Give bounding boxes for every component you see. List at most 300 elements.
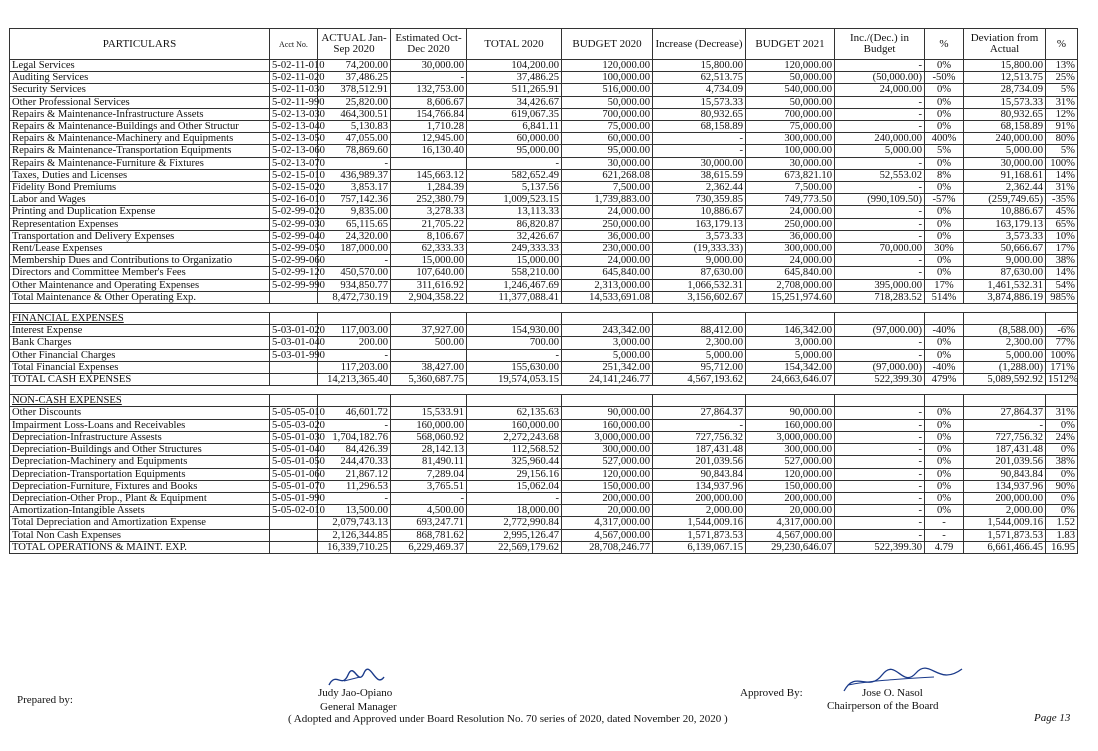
value-cell: - [467, 157, 562, 169]
value-cell: - [835, 480, 925, 492]
value-cell: 150,000.00 [562, 480, 653, 492]
particulars-cell: TOTAL CASH EXPENSES [10, 374, 270, 386]
value-cell: 3,000.00 [562, 337, 653, 349]
value-cell: 15,062.04 [467, 480, 562, 492]
particulars-cell: Amortization-Intangible Assets [10, 505, 270, 517]
value-cell: 9,000.00 [653, 255, 746, 267]
value-cell: 0% [925, 337, 964, 349]
value-cell: 3,000,000.00 [562, 431, 653, 443]
value-cell: 155,630.00 [467, 361, 562, 373]
approver-name: Jose O. Nasol [862, 687, 923, 699]
value-cell: 20,000.00 [746, 505, 835, 517]
value-cell: - [835, 182, 925, 194]
value-cell: 5% [1046, 145, 1078, 157]
resolution-note: ( Adopted and Approved under Board Resolution No. 70 series of 2020, dated November 20, 2020 ) [288, 713, 728, 725]
table-row [10, 325, 1078, 337]
acct-cell: 5-05-01-040 [270, 444, 318, 456]
value-cell: 985% [1046, 291, 1078, 303]
value-cell: 29,230,646.07 [746, 541, 835, 553]
value-cell: (97,000.00) [835, 325, 925, 337]
value-cell: 3,278.33 [391, 206, 467, 218]
value-cell: 5,000.00 [653, 349, 746, 361]
value-cell: 13,500.00 [318, 505, 391, 517]
value-cell: 1,009,523.15 [467, 194, 562, 206]
value-cell: 200.00 [318, 337, 391, 349]
total-row [10, 291, 1078, 303]
value-cell: - [835, 492, 925, 504]
value-cell: 645,840.00 [562, 267, 653, 279]
value-cell: 0% [925, 419, 964, 431]
value-cell: 95,712.00 [653, 361, 746, 373]
value-cell: 62,135.63 [467, 407, 562, 419]
value-cell: 100% [1046, 349, 1078, 361]
value-cell: 68,158.89 [964, 121, 1046, 133]
value-cell: 11,296.53 [318, 480, 391, 492]
value-cell: 17% [925, 279, 964, 291]
value-cell: 0% [925, 108, 964, 120]
value-cell: 11,377,088.41 [467, 291, 562, 303]
value-cell: 36,000.00 [562, 230, 653, 242]
value-cell: 1,544,009.16 [653, 517, 746, 529]
value-cell: 252,380.79 [391, 194, 467, 206]
value-cell: 0% [925, 444, 964, 456]
acct-cell: 5-02-99-060 [270, 255, 318, 267]
acct-cell: 5-02-99-990 [270, 279, 318, 291]
table-body [10, 60, 1078, 554]
value-cell: -40% [925, 325, 964, 337]
value-cell: 8,106.67 [391, 230, 467, 242]
table-row [10, 145, 1078, 157]
value-cell: - [835, 419, 925, 431]
value-cell: 6,841.11 [467, 121, 562, 133]
value-cell [391, 349, 467, 361]
value-cell: 240,000.00 [835, 133, 925, 145]
value-cell: 117,203.00 [318, 361, 391, 373]
spacer-cell [10, 304, 1078, 313]
value-cell: 78,869.60 [318, 145, 391, 157]
spacer-cell [10, 386, 1078, 395]
preparer-name: Judy Jao-Opiano [318, 687, 393, 699]
particulars-cell: Membership Dues and Contributions to Organizatio [10, 255, 270, 267]
value-cell: 3,573.33 [653, 230, 746, 242]
value-cell: 77% [1046, 337, 1078, 349]
header-budget-2021: BUDGET 2021 [746, 29, 835, 60]
value-cell: 700,000.00 [746, 108, 835, 120]
table-row [10, 84, 1078, 96]
header-acct: Acct No. [270, 29, 318, 60]
value-cell: - [318, 157, 391, 169]
value-cell: 249,333.33 [467, 243, 562, 255]
prepared-by-label: Prepared by: [17, 694, 73, 706]
approver-title: Chairperson of the Board [827, 700, 939, 712]
value-cell: 47,055.00 [318, 133, 391, 145]
table-row [10, 133, 1078, 145]
value-cell: 0% [925, 60, 964, 72]
particulars-cell: Depreciation-Furniture, Fixtures and Books [10, 480, 270, 492]
value-cell: 2,708,000.00 [746, 279, 835, 291]
value-cell: 0% [1046, 419, 1078, 431]
spacer-row [10, 304, 1078, 313]
acct-cell: 5-02-11-010 [270, 60, 318, 72]
value-cell: 107,640.00 [391, 267, 467, 279]
value-cell: 2,904,358.22 [391, 291, 467, 303]
acct-cell: 5-02-99-120 [270, 267, 318, 279]
value-cell: -57% [925, 194, 964, 206]
value-cell: 540,000.00 [746, 84, 835, 96]
value-cell: 1,571,873.53 [653, 529, 746, 541]
value-cell: 527,000.00 [746, 456, 835, 468]
value-cell [746, 313, 835, 325]
value-cell: 2,079,743.13 [318, 517, 391, 529]
table-row [10, 444, 1078, 456]
value-cell: 90,000.00 [562, 407, 653, 419]
particulars-cell: Depreciation-Buildings and Other Structures [10, 444, 270, 456]
value-cell: 516,000.00 [562, 84, 653, 96]
value-cell: 3,853.17 [318, 182, 391, 194]
value-cell: 24,663,646.07 [746, 374, 835, 386]
value-cell: 9,000.00 [964, 255, 1046, 267]
value-cell: 5,000.00 [562, 349, 653, 361]
value-cell [318, 313, 391, 325]
value-cell: 200,000.00 [964, 492, 1046, 504]
particulars-cell: NON-CASH EXPENSES [10, 395, 270, 407]
value-cell: 1,246,467.69 [467, 279, 562, 291]
value-cell: 0% [925, 84, 964, 96]
value-cell: 15,800.00 [964, 60, 1046, 72]
value-cell [391, 157, 467, 169]
value-cell: 464,300.51 [318, 108, 391, 120]
value-cell: 311,616.92 [391, 279, 467, 291]
value-cell: - [318, 255, 391, 267]
value-cell: 2,126,344.85 [318, 529, 391, 541]
value-cell: 16.95 [1046, 541, 1078, 553]
value-cell: 37,927.00 [391, 325, 467, 337]
value-cell: 0% [925, 349, 964, 361]
value-cell: 568,060.92 [391, 431, 467, 443]
value-cell: - [318, 349, 391, 361]
value-cell: 150,000.00 [746, 480, 835, 492]
acct-cell: 5-05-03-020 [270, 419, 318, 431]
value-cell: 2,995,126.47 [467, 529, 562, 541]
value-cell: 90% [1046, 480, 1078, 492]
value-cell: 50,000.00 [746, 72, 835, 84]
value-cell: 30,000.00 [964, 157, 1046, 169]
value-cell: (50,000.00) [835, 72, 925, 84]
acct-cell [270, 291, 318, 303]
value-cell: 120,000.00 [746, 60, 835, 72]
value-cell: 727,756.32 [964, 431, 1046, 443]
value-cell [1046, 313, 1078, 325]
value-cell: - [835, 96, 925, 108]
value-cell: 13,113.33 [467, 206, 562, 218]
value-cell: - [467, 349, 562, 361]
value-cell: 25% [1046, 72, 1078, 84]
acct-cell [270, 395, 318, 407]
acct-cell: 5-05-01-050 [270, 456, 318, 468]
acct-cell: 5-05-02-010 [270, 505, 318, 517]
particulars-cell: Auditing Services [10, 72, 270, 84]
value-cell: 80,932.65 [964, 108, 1046, 120]
value-cell: 3,573.33 [964, 230, 1046, 242]
table-row [10, 407, 1078, 419]
value-cell: 4,567,000.00 [562, 529, 653, 541]
value-cell: 38% [1046, 255, 1078, 267]
value-cell: 727,756.32 [653, 431, 746, 443]
value-cell: 645,840.00 [746, 267, 835, 279]
particulars-cell: Depreciation-Machinery and Equipments [10, 456, 270, 468]
value-cell: 70,000.00 [835, 243, 925, 255]
value-cell: 730,359.85 [653, 194, 746, 206]
value-cell: - [964, 419, 1046, 431]
value-cell: 7,500.00 [746, 182, 835, 194]
value-cell: 62,513.75 [653, 72, 746, 84]
value-cell: - [835, 517, 925, 529]
value-cell: 18,000.00 [467, 505, 562, 517]
value-cell: 243,342.00 [562, 325, 653, 337]
table-row [10, 255, 1078, 267]
value-cell: 31% [1046, 407, 1078, 419]
particulars-cell: Directors and Committee Member's Fees [10, 267, 270, 279]
particulars-cell: Fidelity Bond Premiums [10, 182, 270, 194]
acct-cell: 5-05-01-990 [270, 492, 318, 504]
acct-cell: 5-02-16-010 [270, 194, 318, 206]
value-cell: 171% [1046, 361, 1078, 373]
value-cell [925, 395, 964, 407]
value-cell: 200,000.00 [562, 492, 653, 504]
value-cell: 1,066,532.31 [653, 279, 746, 291]
table-row [10, 121, 1078, 133]
value-cell [746, 395, 835, 407]
value-cell: 30,000.00 [653, 157, 746, 169]
value-cell: 24,000.00 [746, 206, 835, 218]
value-cell: 673,821.10 [746, 169, 835, 181]
value-cell: 30,000.00 [391, 60, 467, 72]
value-cell: 522,399.30 [835, 541, 925, 553]
value-cell: - [835, 121, 925, 133]
value-cell: 0% [925, 255, 964, 267]
value-cell: 154,930.00 [467, 325, 562, 337]
value-cell: 582,652.49 [467, 169, 562, 181]
value-cell: 87,630.00 [653, 267, 746, 279]
acct-cell: 5-02-13-070 [270, 157, 318, 169]
value-cell: 0% [925, 267, 964, 279]
value-cell: 60,000.00 [467, 133, 562, 145]
value-cell: 4.79 [925, 541, 964, 553]
value-cell: 160,000.00 [746, 419, 835, 431]
value-cell: - [653, 133, 746, 145]
value-cell: - [835, 267, 925, 279]
particulars-cell: Printing and Duplication Expense [10, 206, 270, 218]
header-pct-1: % [925, 29, 964, 60]
acct-cell: 5-03-01-990 [270, 349, 318, 361]
value-cell: 160,000.00 [467, 419, 562, 431]
value-cell: 91,168.61 [964, 169, 1046, 181]
value-cell [925, 313, 964, 325]
header-particulars: PARTICULARS [10, 29, 270, 60]
header-budget-2020: BUDGET 2020 [562, 29, 653, 60]
value-cell: 757,142.36 [318, 194, 391, 206]
value-cell: 24,000.00 [562, 206, 653, 218]
value-cell: 24,141,246.77 [562, 374, 653, 386]
value-cell: 5,360,687.75 [391, 374, 467, 386]
value-cell: 74,200.00 [318, 60, 391, 72]
value-cell: 120,000.00 [562, 60, 653, 72]
value-cell: 21,867.12 [318, 468, 391, 480]
table-row [10, 431, 1078, 443]
value-cell: 0% [925, 121, 964, 133]
value-cell: 7,289.04 [391, 468, 467, 480]
value-cell: 1,710.28 [391, 121, 467, 133]
value-cell: -6% [1046, 325, 1078, 337]
value-cell: 619,067.35 [467, 108, 562, 120]
particulars-cell: Repairs & Maintenance-Transportation Equipments [10, 145, 270, 157]
value-cell: 90,000.00 [746, 407, 835, 419]
particulars-cell: TOTAL OPERATIONS & MAINT. EXP. [10, 541, 270, 553]
value-cell: 12% [1046, 108, 1078, 120]
value-cell: -35% [1046, 194, 1078, 206]
value-cell: 17% [1046, 243, 1078, 255]
particulars-cell: Total Financial Expenses [10, 361, 270, 373]
value-cell: 31% [1046, 182, 1078, 194]
table-row [10, 96, 1078, 108]
value-cell: 65,115.65 [318, 218, 391, 230]
value-cell [653, 313, 746, 325]
acct-cell [270, 374, 318, 386]
value-cell [391, 395, 467, 407]
value-cell: 251,342.00 [562, 361, 653, 373]
particulars-cell: Security Services [10, 84, 270, 96]
value-cell: 86,820.87 [467, 218, 562, 230]
particulars-cell: Total Maintenance & Other Operating Exp. [10, 291, 270, 303]
value-cell: -50% [925, 72, 964, 84]
value-cell: 15,251,974.60 [746, 291, 835, 303]
value-cell: 5,000.00 [835, 145, 925, 157]
value-cell: 154,766.84 [391, 108, 467, 120]
particulars-cell: Repairs & Maintenance-Machinery and Equipments [10, 133, 270, 145]
value-cell: 0% [925, 480, 964, 492]
value-cell: 80,932.65 [653, 108, 746, 120]
acct-cell: 5-02-15-010 [270, 169, 318, 181]
acct-cell: 5-02-99-050 [270, 243, 318, 255]
total-row [10, 541, 1078, 553]
value-cell: 0% [925, 505, 964, 517]
table-row [10, 108, 1078, 120]
value-cell: 5,137.56 [467, 182, 562, 194]
value-cell: 200,000.00 [653, 492, 746, 504]
value-cell: 187,000.00 [318, 243, 391, 255]
value-cell: - [653, 145, 746, 157]
value-cell: 15,000.00 [391, 255, 467, 267]
particulars-cell: Repairs & Maintenance-Buildings and Other Structur [10, 121, 270, 133]
value-cell: - [835, 337, 925, 349]
value-cell: 15,573.33 [653, 96, 746, 108]
value-cell: - [835, 206, 925, 218]
value-cell: 4,734.09 [653, 84, 746, 96]
value-cell: 5,130.83 [318, 121, 391, 133]
value-cell: 378,512.91 [318, 84, 391, 96]
value-cell: 21,705.22 [391, 218, 467, 230]
acct-cell [270, 529, 318, 541]
value-cell [653, 395, 746, 407]
table-row [10, 279, 1078, 291]
value-cell: 0% [925, 218, 964, 230]
acct-cell: 5-02-13-050 [270, 133, 318, 145]
value-cell: 1,461,532.31 [964, 279, 1046, 291]
header-pct-2: % [1046, 29, 1078, 60]
value-cell: 5,000.00 [746, 349, 835, 361]
particulars-cell: Legal Services [10, 60, 270, 72]
value-cell: 145,663.12 [391, 169, 467, 181]
value-cell: 24,000.00 [562, 255, 653, 267]
budget-sheet [9, 28, 1077, 554]
value-cell: 0% [1046, 492, 1078, 504]
table-row [10, 349, 1078, 361]
value-cell: - [835, 255, 925, 267]
acct-cell: 5-05-01-070 [270, 480, 318, 492]
value-cell: 3,874,886.19 [964, 291, 1046, 303]
value-cell: 187,431.48 [964, 444, 1046, 456]
particulars-cell: Repairs & Maintenance-Infrastructure Assets [10, 108, 270, 120]
value-cell: 29,156.16 [467, 468, 562, 480]
acct-cell: 5-05-05-010 [270, 407, 318, 419]
value-cell: 24% [1046, 431, 1078, 443]
header-deviation: Deviation from Actual [964, 29, 1046, 60]
value-cell: 90,843.84 [964, 468, 1046, 480]
table-row [10, 468, 1078, 480]
value-cell: 5,089,592.92 [964, 374, 1046, 386]
value-cell: 5% [1046, 84, 1078, 96]
value-cell: 46,601.72 [318, 407, 391, 419]
value-cell [835, 395, 925, 407]
total-row [10, 361, 1078, 373]
value-cell: - [835, 60, 925, 72]
table-row [10, 206, 1078, 218]
value-cell: 7,500.00 [562, 182, 653, 194]
value-cell: 28,142.13 [391, 444, 467, 456]
value-cell: 2,300.00 [653, 337, 746, 349]
value-cell: 14,533,691.08 [562, 291, 653, 303]
value-cell: 693,247.71 [391, 517, 467, 529]
value-cell: 201,039.56 [653, 456, 746, 468]
table-row [10, 60, 1078, 72]
value-cell: 0% [925, 230, 964, 242]
acct-cell: 5-02-99-030 [270, 218, 318, 230]
value-cell: - [835, 349, 925, 361]
preparer-title: General Manager [320, 701, 397, 713]
value-cell: 400% [925, 133, 964, 145]
value-cell: 479% [925, 374, 964, 386]
acct-cell: 5-02-15-020 [270, 182, 318, 194]
value-cell: 5,000.00 [964, 145, 1046, 157]
section-row [10, 395, 1078, 407]
value-cell: 4,317,000.00 [562, 517, 653, 529]
value-cell: (8,588.00) [964, 325, 1046, 337]
particulars-cell: Representation Expenses [10, 218, 270, 230]
value-cell: 9,835.00 [318, 206, 391, 218]
value-cell: 1,739,883.00 [562, 194, 653, 206]
value-cell: 10,886.67 [964, 206, 1046, 218]
value-cell: 0% [925, 407, 964, 419]
value-cell: 300,000.00 [746, 444, 835, 456]
value-cell: 3,000,000.00 [746, 431, 835, 443]
acct-cell: 5-02-99-040 [270, 230, 318, 242]
value-cell: - [835, 505, 925, 517]
approved-by-label: Approved By: [740, 687, 803, 699]
value-cell: 91% [1046, 121, 1078, 133]
value-cell: - [835, 431, 925, 443]
value-cell: 16,339,710.25 [318, 541, 391, 553]
table-row [10, 169, 1078, 181]
